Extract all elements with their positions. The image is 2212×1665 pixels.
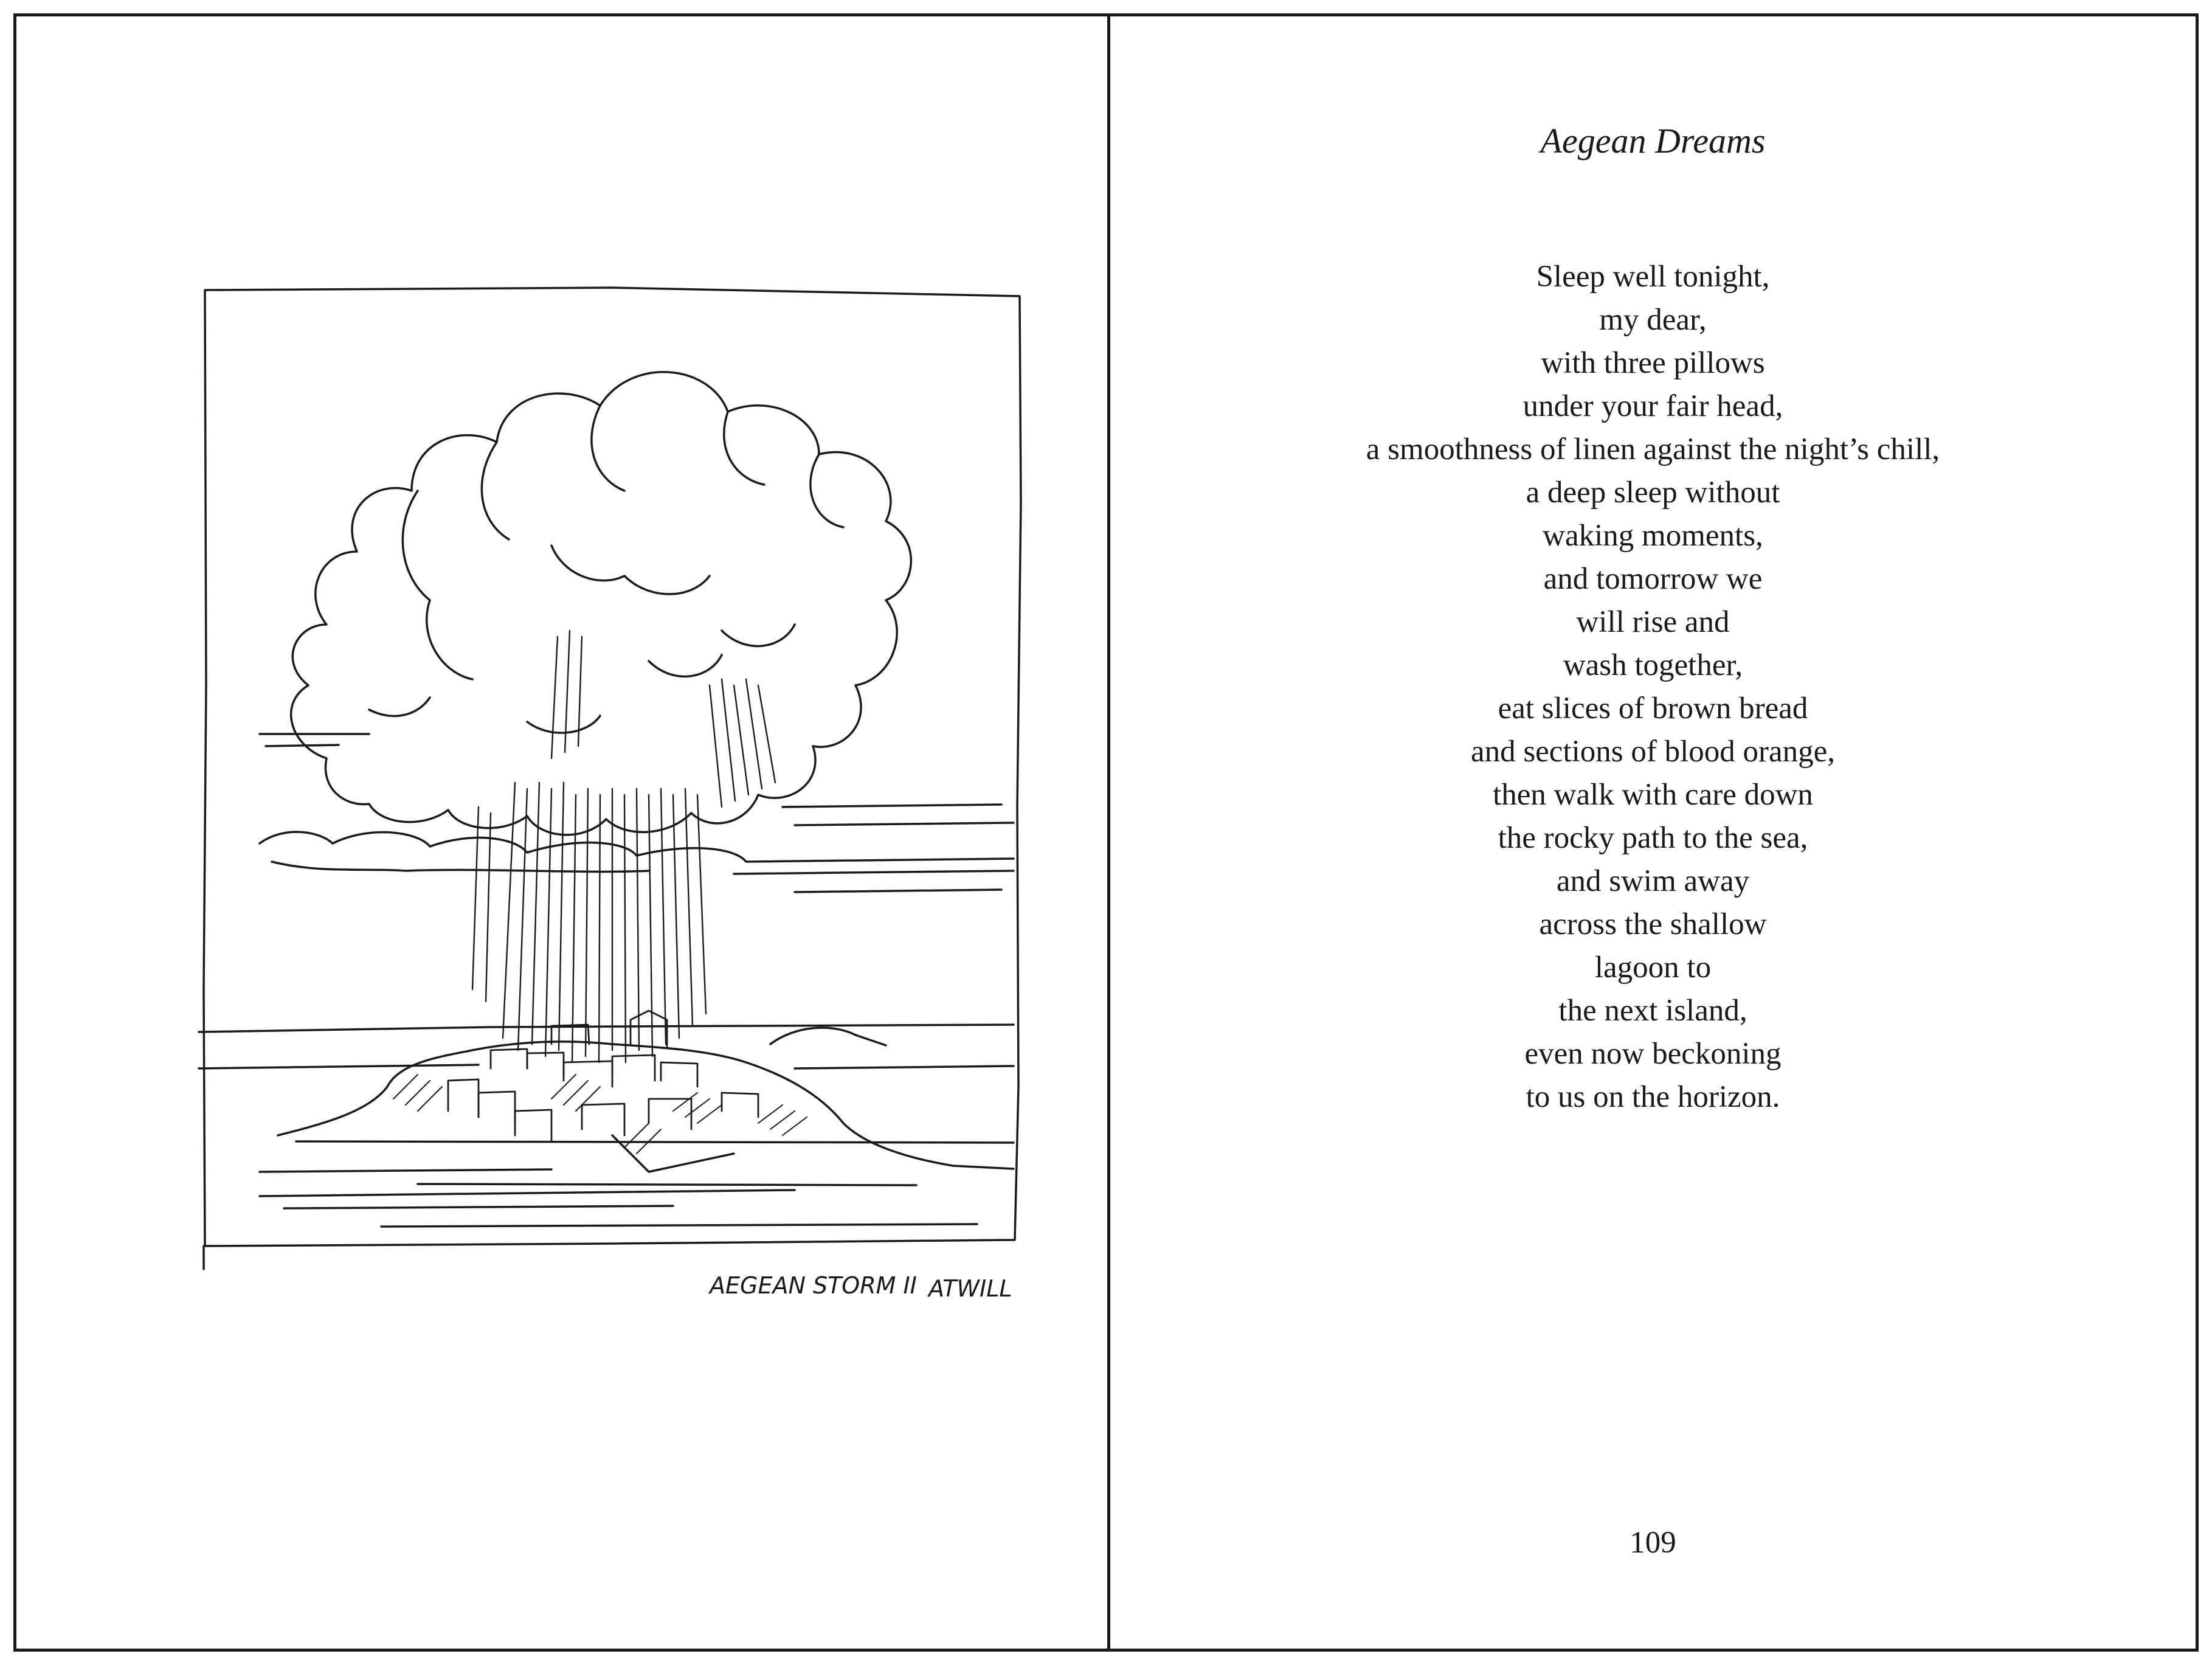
poem-line: under your fair head,	[1522, 389, 1783, 423]
poem-line: will rise and	[1576, 605, 1730, 639]
sketch-caption-lettering: AEGEAN STORM II	[710, 1272, 917, 1299]
page-number: 109	[1630, 1526, 1676, 1560]
poem-line: and swim away	[1556, 864, 1750, 898]
book-spread	[13, 13, 2199, 1652]
sketch-signature-lettering: ATWILL	[928, 1275, 1012, 1302]
poem-line: a smoothness of linen against the night’s chill,	[1366, 432, 1940, 466]
right-page	[1110, 16, 2196, 1649]
storm-sketch-illustration	[187, 260, 1038, 1336]
poem-line: waking moments,	[1543, 519, 1763, 553]
island	[278, 1042, 1014, 1169]
storm-cloud	[291, 372, 911, 835]
horizon	[199, 1025, 1014, 1032]
poem-line: the next island,	[1558, 994, 1747, 1028]
poem-line: wash together,	[1563, 648, 1743, 682]
poem-line: and tomorrow we	[1543, 562, 1763, 596]
poem-line: Sleep well tonight,	[1536, 260, 1770, 294]
poem-line: the rocky path to the sea,	[1498, 821, 1808, 855]
poem-line: eat slices of brown bread	[1498, 691, 1808, 725]
poem-line: my dear,	[1599, 303, 1707, 337]
poem-line: even now beckoning	[1524, 1037, 1782, 1071]
poem-line: with three pillows	[1541, 346, 1765, 380]
poem-line: to us on the horizon.	[1526, 1080, 1780, 1114]
poem-line: and sections of blood orange,	[1470, 735, 1836, 769]
poem-title: Aegean Dreams	[1540, 121, 1766, 161]
poem-line: lagoon to	[1594, 950, 1712, 985]
left-page	[16, 16, 1107, 1649]
poem-line: then walk with care down	[1493, 778, 1813, 812]
island-buildings	[448, 1011, 758, 1141]
poem-line: across the shallow	[1539, 907, 1767, 941]
poem-body	[1110, 255, 2196, 1119]
poem-line: a deep sleep without	[1526, 476, 1780, 510]
